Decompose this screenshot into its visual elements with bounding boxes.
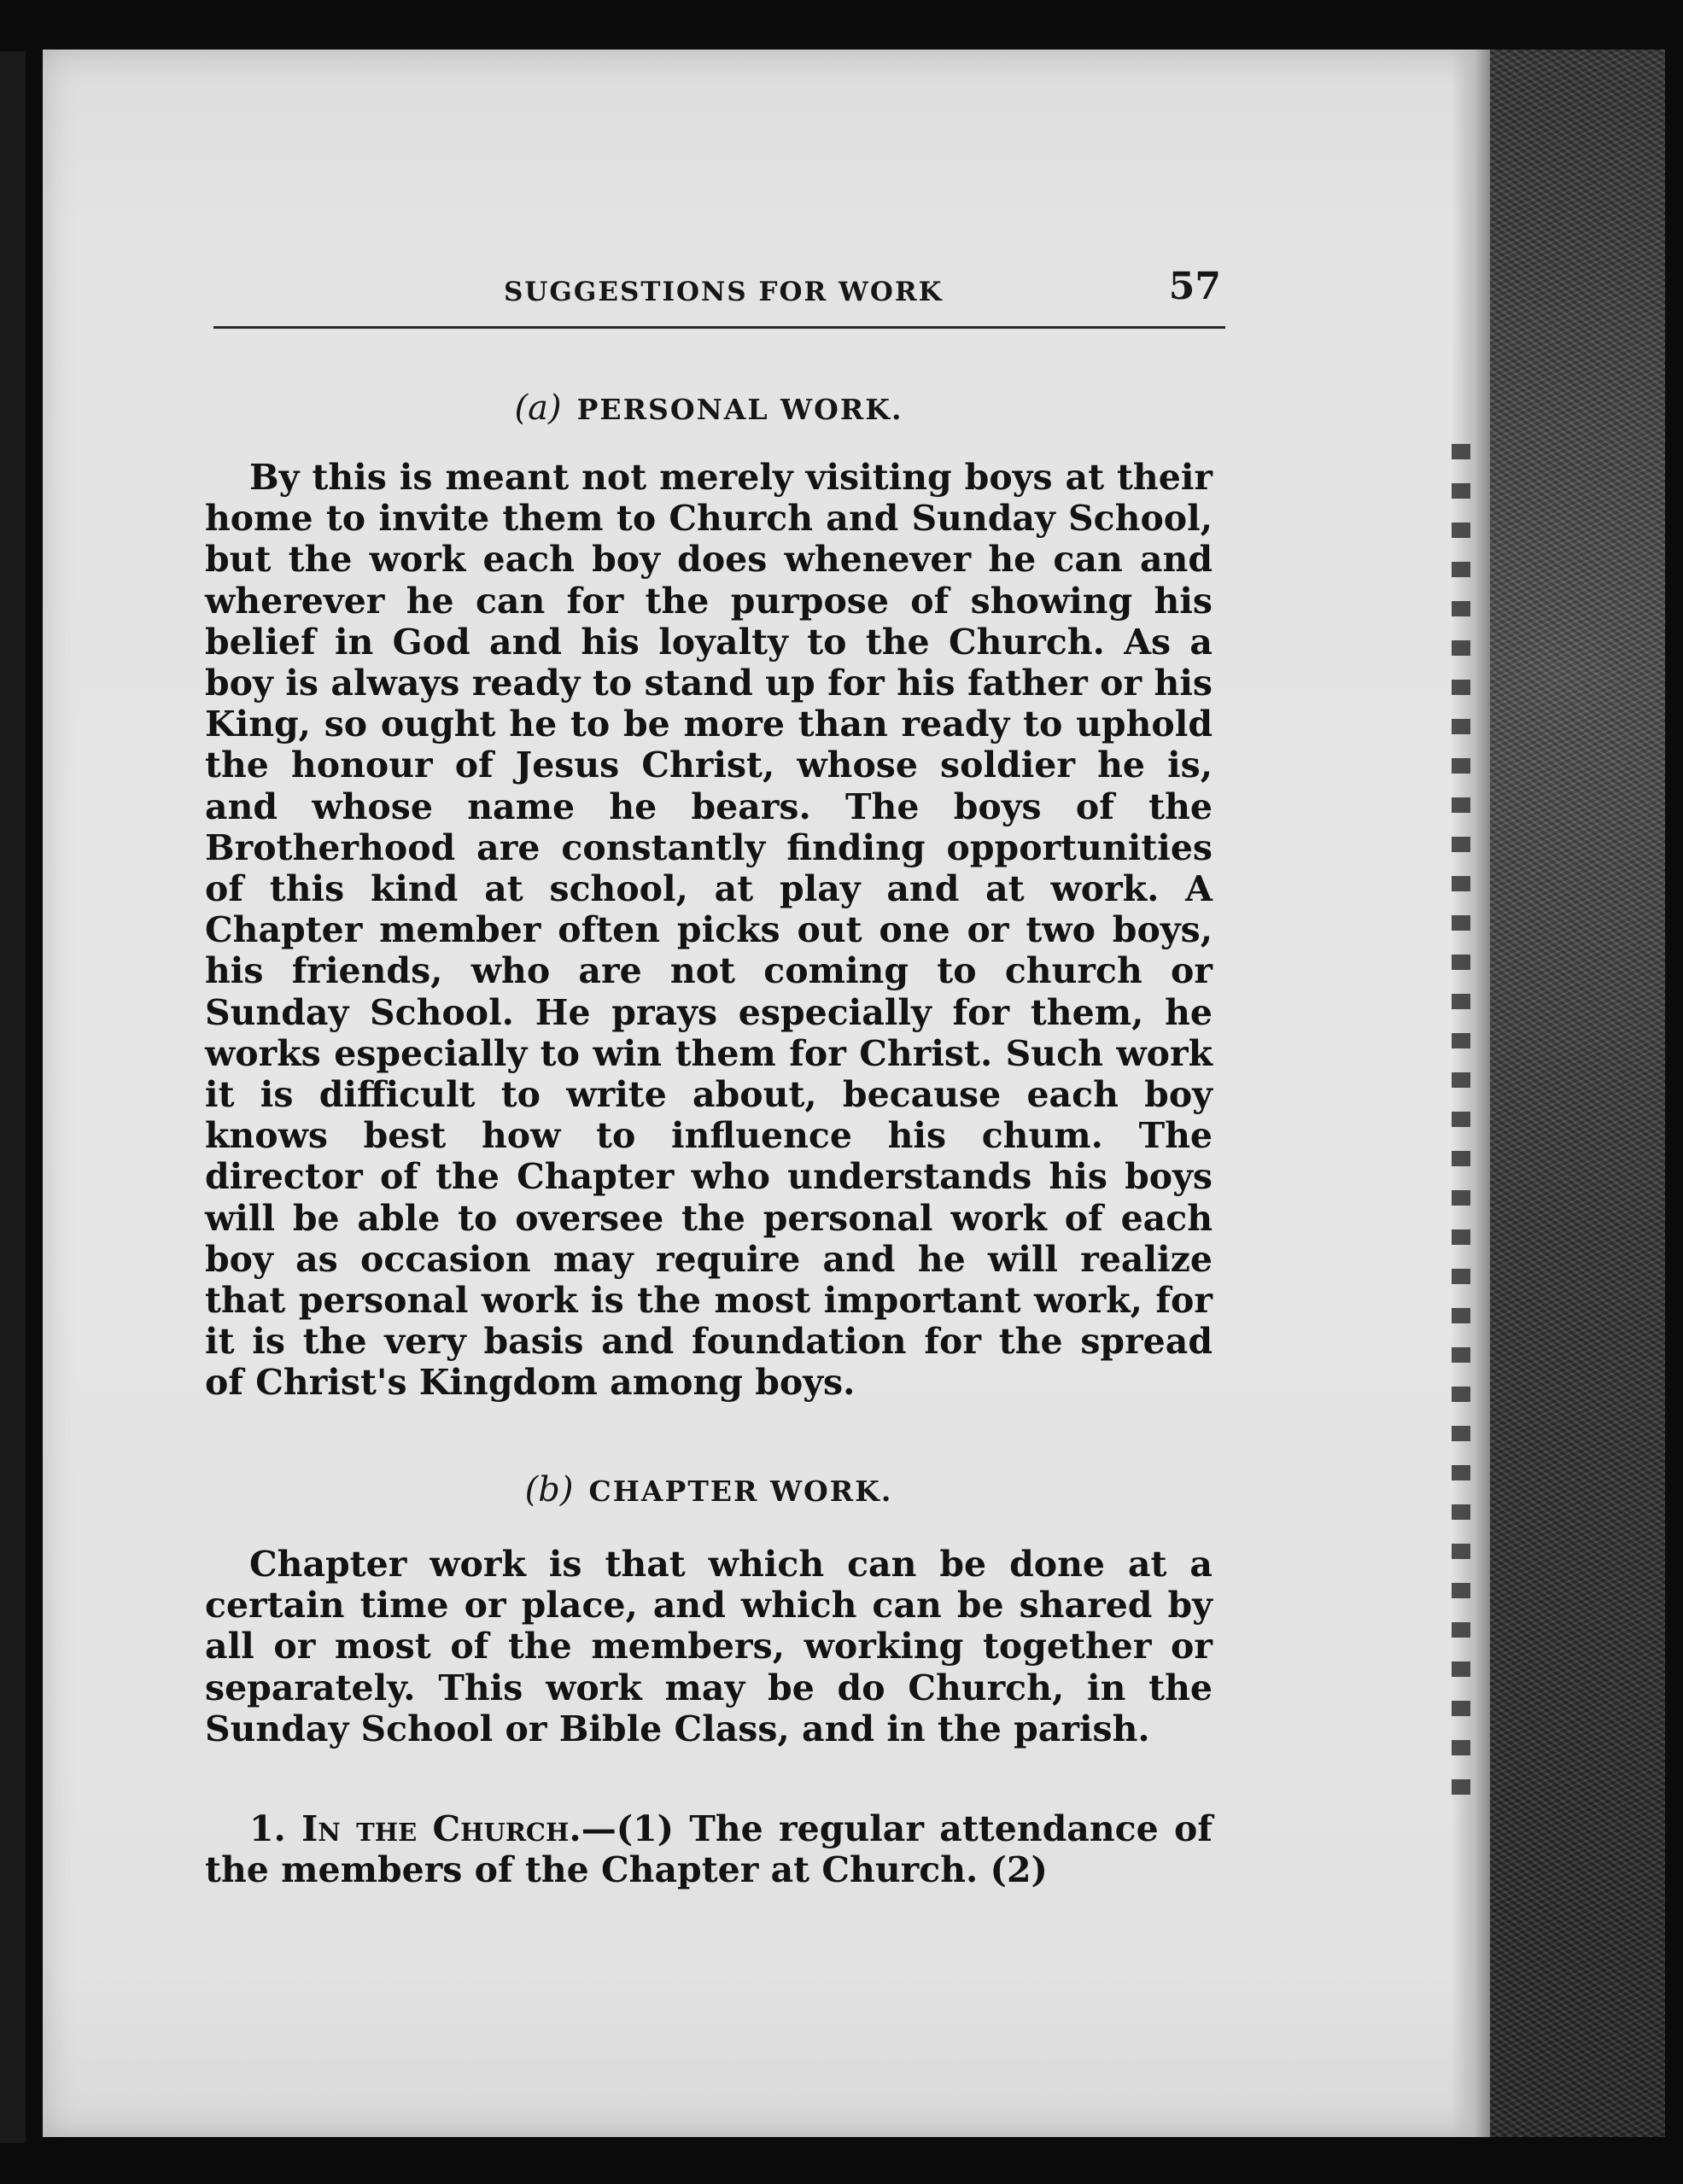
section-title: CHAPTER WORK.	[588, 1474, 893, 1508]
page-number: 57	[1168, 265, 1221, 308]
paragraph-chapter-work-block	[205, 1544, 1213, 1749]
section-chapter-work	[205, 1470, 1213, 1510]
numbered-item-block	[205, 1808, 1213, 1890]
section-label: (a)	[514, 388, 562, 428]
section-title: PERSONAL WORK.	[576, 393, 903, 426]
running-head	[213, 265, 1221, 323]
section-heading	[205, 1470, 1213, 1510]
section-heading	[205, 388, 1213, 428]
item-number: 1.	[249, 1808, 286, 1849]
section-personal-work	[205, 388, 1213, 428]
section-label: (b)	[524, 1470, 574, 1510]
previous-page-edge	[0, 51, 26, 2143]
paragraph-personal-work: By this is meant not merely visiting boys at their home to invite them to Church and Sunday School, but the work each boy does whenever he can and wherever he can for the purpose of showing his belief in God and his loyalty to the Church. As a boy is always ready to stand up for his father or his King, so ought he to be more than ready to uphold the honour of Jesus Christ, whose soldier he is, and whose name he bears. The boys of the Brotherhood are constantly finding opportunities of this kind at school, at play and at work. A Chapter member often picks out one or two boys, his friends, who are not coming to church or Sunday School. He prays especially for them, he works especially to win them for Christ. Such work it is difficult to write about, because each boy knows best how to influence his chum. The director of the Chapter who understands his boys will be able to oversee the personal work of each boy as occasion may require and he will realize that personal work is the most important work, for it is the very basis and foundation for the spread of Christ's Kingdom among boys.	[205, 457, 1213, 1404]
paragraph-personal-work-block	[205, 457, 1213, 1404]
running-title: SUGGESTIONS FOR WORK	[504, 277, 944, 307]
paragraph-chapter-work: Chapter work is that which can be done at a certain time or place, and which can be shared by all or most of the members, working together or separately. This work may be do Church, in the Sunday School or Bible Class, and in the parish.	[205, 1544, 1213, 1749]
item-text: —(1) The regular attendance of the members of the Chapter at Church. (2)	[205, 1808, 1213, 1891]
page-edge-marks	[1452, 444, 1470, 1810]
book-cover-spine	[1490, 50, 1665, 2137]
header-rule	[213, 326, 1225, 329]
numbered-item-paragraph	[205, 1808, 1213, 1890]
item-heading: In the Church.	[301, 1808, 581, 1849]
